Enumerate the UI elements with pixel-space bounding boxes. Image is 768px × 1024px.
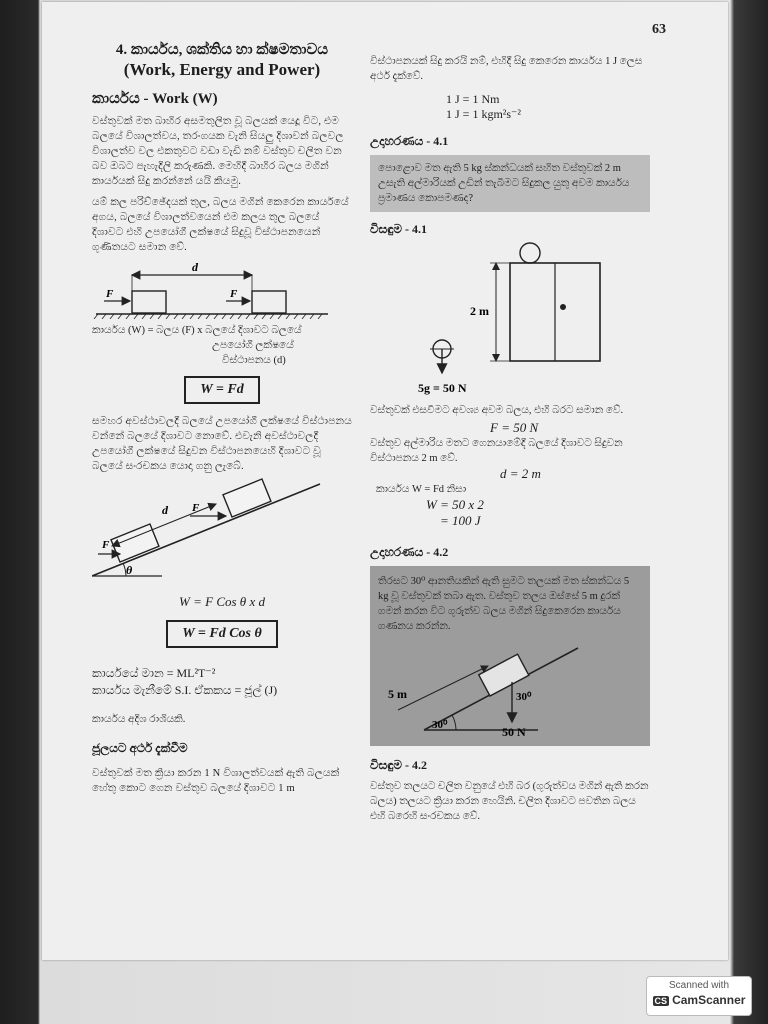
chapter-title-english: (Work, Energy and Power) (123, 60, 321, 79)
work-definition (92, 323, 352, 368)
cupboard-height-label: 2 m (470, 304, 489, 318)
inclined-plane-diagram (92, 478, 342, 588)
formula-w-fd: W = Fd (184, 376, 260, 404)
diagram2-theta-label: θ (126, 563, 133, 577)
diagram1-f1-label: F (106, 288, 114, 300)
solution-1-heading: විසඳුම - 4.1 (370, 222, 428, 236)
object-weight-label: 5g = 50 N (418, 381, 467, 395)
work-definition-line-1: කාර්යය (W) = බලය (F) x බලයේ දිශාවට බලයේ (92, 325, 302, 336)
solution-1-eq-d: d = 2 m (500, 466, 541, 481)
solution-1-text-2: වස්තුව අල්මාරිය මතට ගෙනයාමේදී බලයේ දිශාවට සිදුවන විස්ථාපනය 2 m වේ. (370, 438, 623, 464)
diagram1-d-label: d (192, 261, 198, 274)
formula-w-fdcos: W = Fd Cos θ (166, 620, 278, 648)
camscanner-badge (646, 976, 752, 1016)
unit-equation-1: 1 J = 1 Nm (446, 92, 500, 106)
work-paragraph-2: යම් කල පරිච්ඡේදයක් තුල, බලය මගින් කෙරෙන කාර්යයේ අගය, බලයේ විශාලත්වයෙන් එම කලය තුල බලයේ දිශාවට එහි උපයෝගී ලක්ෂයේ සිදුවූ විස්ථාපනයෙන් ගුණිතයට සමාන වේ. (92, 197, 349, 253)
diagram1-f2-label: F (230, 288, 238, 300)
work-definition-line-2: උපයෝගී ලක්ෂයේ (212, 340, 294, 351)
force-angle-label: 30⁰ (516, 691, 532, 703)
work-definition-line-3: විස්ථාපනය (d) (222, 355, 286, 366)
camscanner-brand: CamScanner (672, 993, 746, 1007)
example-2-text: තිරසට 30⁰ ආනතියකින් ඇති සුමට තලයක් මත ස්කන්ධය 5 kg වූ වස්තුවක් තබා ඇත. වස්තුව තලය ඔස්සේ 5 m දුරක් ගමන් කරන විට ගුරුත්ව බලය මගින් සිදුකෙරෙන කාර්යය ගණනය කරන්න. (378, 576, 630, 632)
incline-weight-label: 50 N (502, 725, 526, 738)
solution-1-eq-work: කාර්යය W = Fd නිසා (376, 484, 467, 495)
horizontal-work-diagram (92, 261, 332, 319)
formula-fcos-times-d: W = F Cos θ x d (179, 594, 265, 609)
joule-definition-heading: ජූලයට අර්ථ දැක්වීම (92, 741, 188, 755)
scalar-statement: කාර්යය අදිශ රාශියකි. (92, 714, 186, 725)
work-heading: කාර්යය - Work (W) (92, 91, 218, 107)
incline-angle-label: 30⁰ (432, 719, 448, 731)
incline-distance-label: 5 m (388, 687, 407, 701)
left-column (92, 40, 352, 796)
diagram2-f2-label: F (192, 502, 200, 514)
dimension-label: කාර්යයේ මාන = ML²T⁻² (92, 666, 216, 680)
joule-definition-paragraph: වස්තුවක් මත ක්‍රියා කරන 1 N විශාලත්වයක් ඇති බලයක් හේතු කොට ගෙන වස්තුව බලයේ දිශාවට 1 m (92, 768, 340, 794)
example-2-heading: උදාහරණය - 4.2 (370, 545, 449, 559)
work-paragraph-3: සමහර අවස්ථාවලදී බලයේ උපයෝගී ලක්ෂයේ විස්ථාපනය වන්නේ බලයේ දිශාවට නොවේ. එවැනි අවස්ථාවලදී උපයෝගී ලක්ෂයේ සිදුවන විස්ථාපනයෙහි දිශාවට වූ බලයේ සංරචකය යොදා ගනු ලැබේ. (92, 416, 352, 472)
chapter-title (92, 40, 352, 80)
chapter-title-sinhala: 4. කාර්යය, ශක්තිය හා ක්ෂමතාවය (115, 42, 329, 58)
solution-1-eq-f: F = 50 N (490, 420, 539, 435)
diagram2-d-label: d (162, 503, 168, 517)
solution-2-text: වස්තුව තලයට චලිත වනුයේ එහි බර (ගුරුත්වය මගින් ඇති කරන බලය) තලයට ක්‍රියා කරන හෙයිනි. චලිත දිශාවට පවතින බලය එහි බරෙහි සංරචකය වේ. (370, 781, 649, 822)
solution-1-text-1: වස්තුවක් එසවීමට අවශ්‍ය අවම බලය, එහි බරට සමාන වේ. (370, 405, 624, 416)
si-unit-label: කාර්යය මැනීමේ S.I. ඒකකය = ජූල් (J) (92, 683, 278, 697)
example-1-box: පොළොව මත ඇති 5 kg ස්කන්ධයක් සහිත වස්තුවක් 2 m උසැති අල්මාරියක් උඩින් තැබීමට සිදුකල යුතු අවම කාර්යය ප්‍රමාණය කොපමණද? (370, 155, 650, 212)
cupboard-diagram (370, 239, 640, 399)
work-paragraph-1: වස්තුවක් මත බාහිර අසමතුලිත වූ බලයක් යෙදූ විට, එම බලයේ විශාලත්වය, තරංගයක වැනි සියලු දිශාවන් බලවල විශාලත්ව වල එකතුවට වඩා වැඩි නම් වස්තුව චලිත වන බව ඔබට පැහැදිලි කරුණකි. මෙහිදී බාහිර බලය මගින් කාර්යයක් සිදු කරන්නේ යයි කියමු. (92, 116, 344, 187)
example-1-heading: උදාහරණය - 4.1 (370, 134, 449, 148)
diagram2-f1-label: F (102, 539, 110, 551)
right-column (370, 40, 650, 824)
page-number: 63 (652, 22, 666, 37)
camscanner-logo-icon: CS (654, 996, 668, 1006)
example-2-box (370, 566, 650, 746)
solution-2-heading: විසඳුම - 4.2 (370, 758, 428, 772)
solution-1-eq-calc: W = 50 x 2 (426, 497, 484, 512)
joule-definition-continued: විස්ථාපනයක් සිදු කරයි නම්, එහිදී සිදු කෙරෙන කාර්යය 1 J ලෙස අර්ථ දැක්වේ. (370, 56, 643, 82)
incline-example-diagram (378, 638, 634, 738)
solution-1-eq-result: = 100 J (440, 513, 481, 528)
unit-equation-2: 1 J = 1 kgm²s⁻² (446, 107, 521, 121)
scanner-caption: Scanned with (668, 980, 730, 991)
